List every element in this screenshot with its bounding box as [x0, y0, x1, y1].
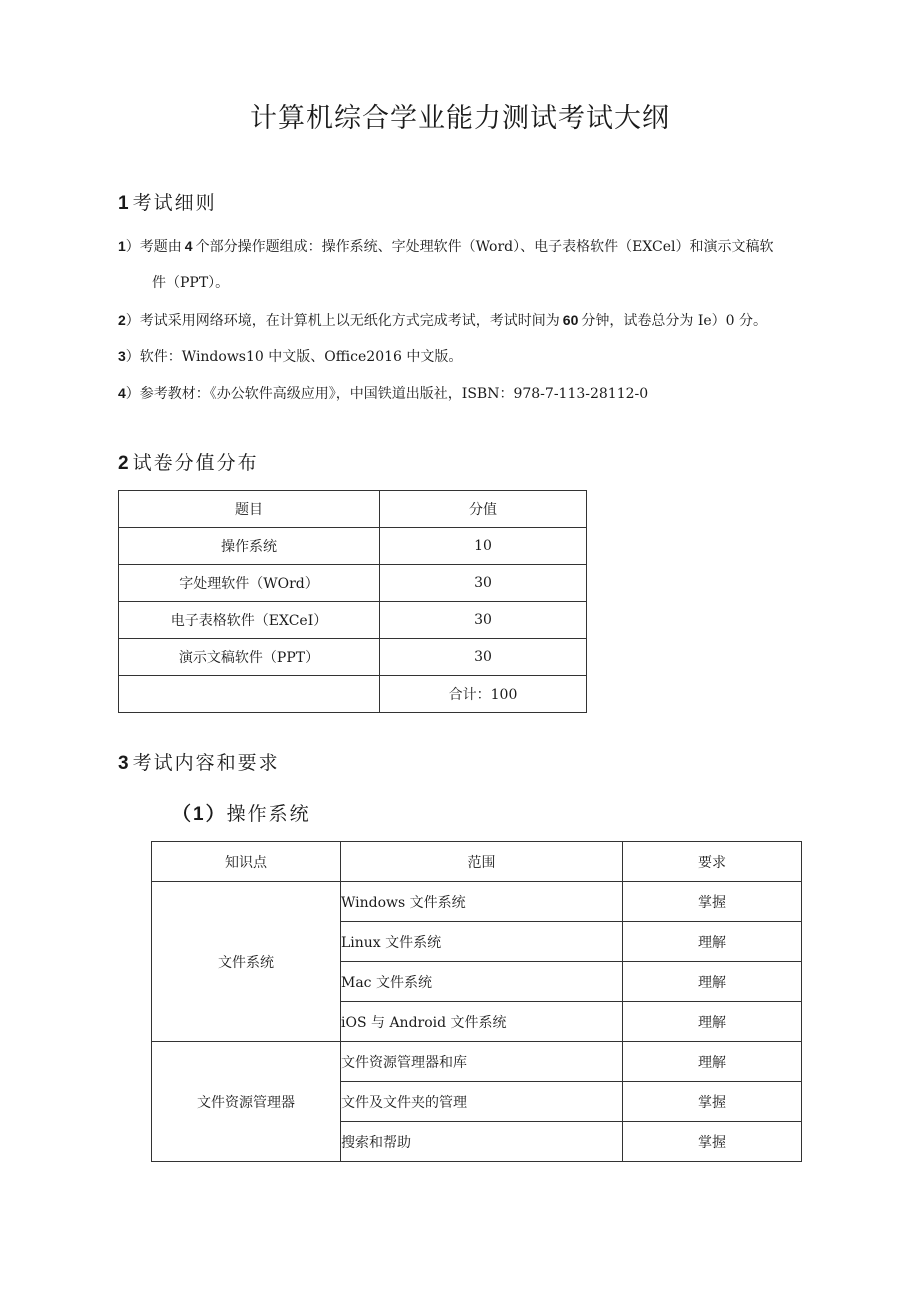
- level-cell: 理解: [623, 922, 802, 962]
- table-cell: [119, 676, 380, 713]
- section-heading-content: 3 考试内容和要求: [118, 752, 280, 774]
- table-row: [119, 528, 587, 565]
- table-header-cell: 范围: [341, 842, 623, 882]
- subsection-heading-os: （1）操作系统: [172, 803, 311, 825]
- rule-item-2: 2）考试采用网络环境，在计算机上以无纸化方式完成考试，考试时间为 60 分钟，试卷总分为 Ie）0 分。: [118, 312, 767, 329]
- score-table: [118, 490, 587, 713]
- table-row: [119, 565, 587, 602]
- rule-item-3: 3）软件：Windows10 中文版、Office2016 中文版。: [118, 348, 463, 365]
- scope-cell: 文件资源管理器和库: [341, 1042, 623, 1082]
- table-cell: 30: [380, 639, 587, 676]
- table-row: [152, 882, 802, 922]
- level-cell: 理解: [623, 1042, 802, 1082]
- table-cell: 字处理软件（WOrd）: [119, 565, 380, 602]
- level-cell: 理解: [623, 1002, 802, 1042]
- scope-cell: 搜索和帮助: [341, 1122, 623, 1162]
- table-header-cell: 分值: [380, 491, 587, 528]
- section-heading-score: 2 试卷分值分布: [118, 452, 259, 474]
- rule-item-4: 4）参考教材：《办公软件高级应用》，中国铁道出版社，ISBN：978-7-113-28112-0: [118, 385, 649, 402]
- page-title: 计算机综合学业能力测试考试大纲: [250, 103, 670, 134]
- table-cell: 电子表格软件（EXCeI）: [119, 602, 380, 639]
- level-cell: 掌握: [623, 882, 802, 922]
- table-header-cell: 知识点: [152, 842, 341, 882]
- table-cell: 10: [380, 528, 587, 565]
- table-header-row: [152, 842, 802, 882]
- rule-item-1: 1）考题由 4 个部分操作题组成：操作系统、字处理软件（Word）、电子表格软件（EXCel）和演示文稿软: [118, 238, 774, 255]
- scope-cell: 文件及文件夹的管理: [341, 1082, 623, 1122]
- scope-cell: Linux 文件系统: [341, 922, 623, 962]
- section-title: 考试细则: [132, 192, 217, 214]
- table-row: [119, 602, 587, 639]
- total-cell: 合计：100: [380, 676, 587, 713]
- table-cell: 操作系统: [119, 528, 380, 565]
- level-cell: 掌握: [623, 1122, 802, 1162]
- table-header-row: [119, 491, 587, 528]
- table-cell: 演示文稿软件（PPT）: [119, 639, 380, 676]
- rule-item-1-cont: 件（PPT）。: [152, 275, 230, 291]
- section-heading-rules: [118, 188, 217, 215]
- level-cell: 掌握: [623, 1082, 802, 1122]
- topic-cell: 文件资源管理器: [152, 1042, 341, 1162]
- level-cell: 理解: [623, 962, 802, 1002]
- topic-cell: 文件系统: [152, 882, 341, 1042]
- scope-cell: Windows 文件系统: [341, 882, 623, 922]
- table-cell: 30: [380, 565, 587, 602]
- table-header-cell: 题目: [119, 491, 380, 528]
- os-requirements-table: [151, 841, 802, 1162]
- table-cell: 30: [380, 602, 587, 639]
- section-number: 1: [118, 193, 131, 214]
- table-row: [119, 639, 587, 676]
- scope-cell: iOS 与 Android 文件系统: [341, 1002, 623, 1042]
- table-row-total: [119, 676, 587, 713]
- table-row: [152, 1042, 802, 1082]
- scope-cell: Mac 文件系统: [341, 962, 623, 1002]
- table-header-cell: 要求: [623, 842, 802, 882]
